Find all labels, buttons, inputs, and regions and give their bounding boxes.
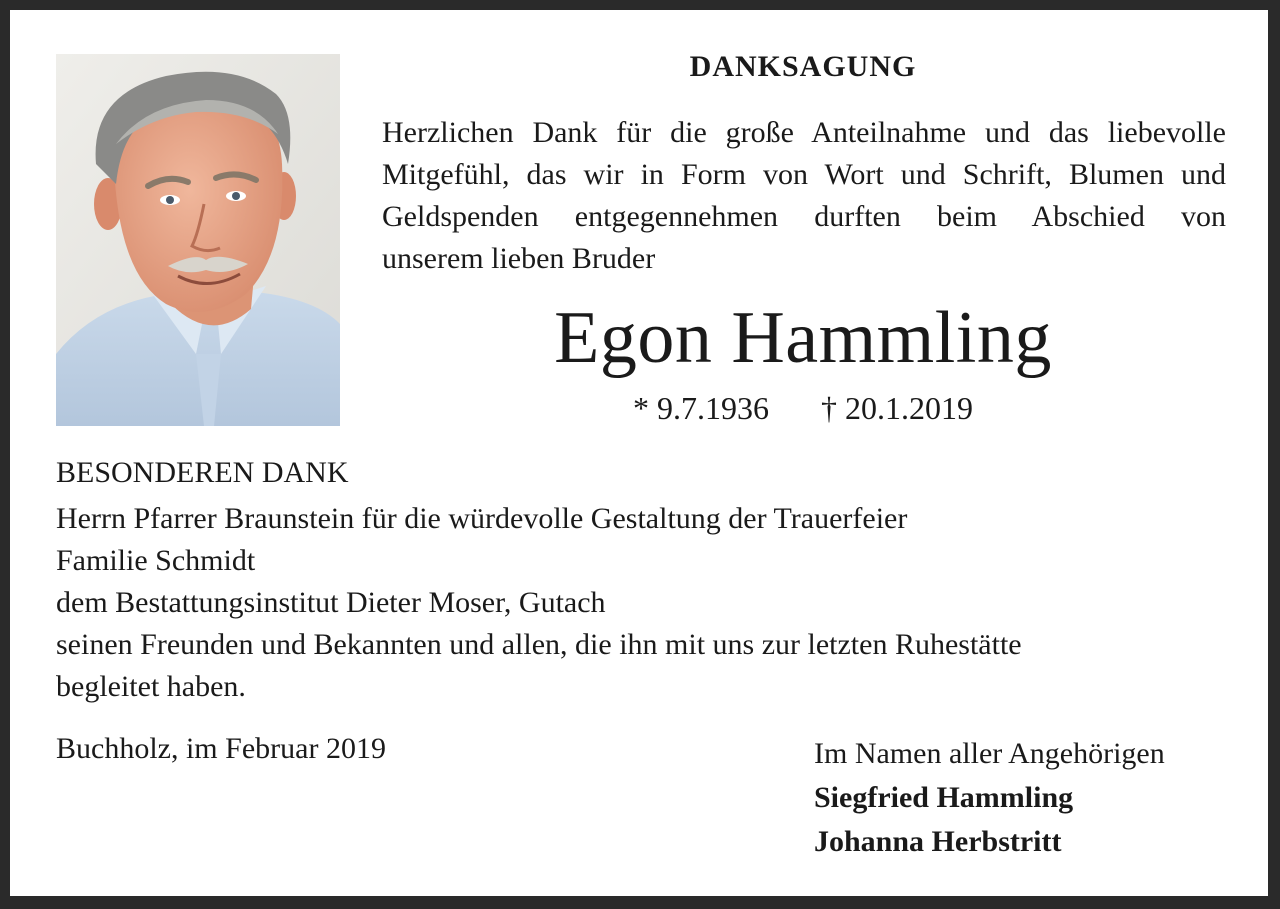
thanks-line: Herrn Pfarrer Braunstein für die würdevolle Gestaltung der Trauerfeier bbox=[56, 502, 908, 535]
portrait-photo bbox=[56, 54, 340, 426]
signoff-intro: Im Namen aller Angehörigen bbox=[814, 737, 1165, 770]
intro-line: Geldspenden entgegennehmen durften beim Abschied von bbox=[382, 200, 1226, 233]
intro-line: unserem lieben Bruder bbox=[382, 242, 656, 275]
place-date: Buchholz, im Februar 2019 bbox=[56, 732, 386, 765]
thanks-line: Familie Schmidt bbox=[56, 544, 256, 577]
signer-name: Siegfried Hammling bbox=[814, 781, 1074, 814]
intro-text bbox=[382, 112, 1226, 280]
thanks-line: begleitet haben. bbox=[56, 670, 246, 703]
special-thanks-title: BESONDEREN DANK bbox=[56, 456, 349, 489]
signer-name: Johanna Herbstritt bbox=[814, 825, 1062, 858]
deceased-name: Egon Hammling bbox=[554, 297, 1052, 379]
birth-date: * 9.7.1936 bbox=[633, 390, 769, 426]
thanks-line: dem Bestattungsinstitut Dieter Moser, Gutach bbox=[56, 586, 606, 619]
special-thanks-list bbox=[56, 498, 1216, 708]
thanks-line: seinen Freunden und Bekannten und allen, die ihn mit uns zur letzten Ruhestätte bbox=[56, 628, 1022, 661]
death-date: † 20.1.2019 bbox=[821, 390, 973, 426]
notice-heading: DANKSAGUNG bbox=[689, 50, 917, 83]
obituary-card bbox=[10, 10, 1268, 896]
intro-line: Herzlichen Dank für die große Anteilnahme und das liebevolle bbox=[382, 116, 1226, 149]
intro-line: Mitgefühl, das wir in Form von Wort und Schrift, Blumen und bbox=[382, 158, 1226, 191]
life-dates bbox=[382, 390, 1224, 427]
signoff-block bbox=[814, 732, 1165, 864]
